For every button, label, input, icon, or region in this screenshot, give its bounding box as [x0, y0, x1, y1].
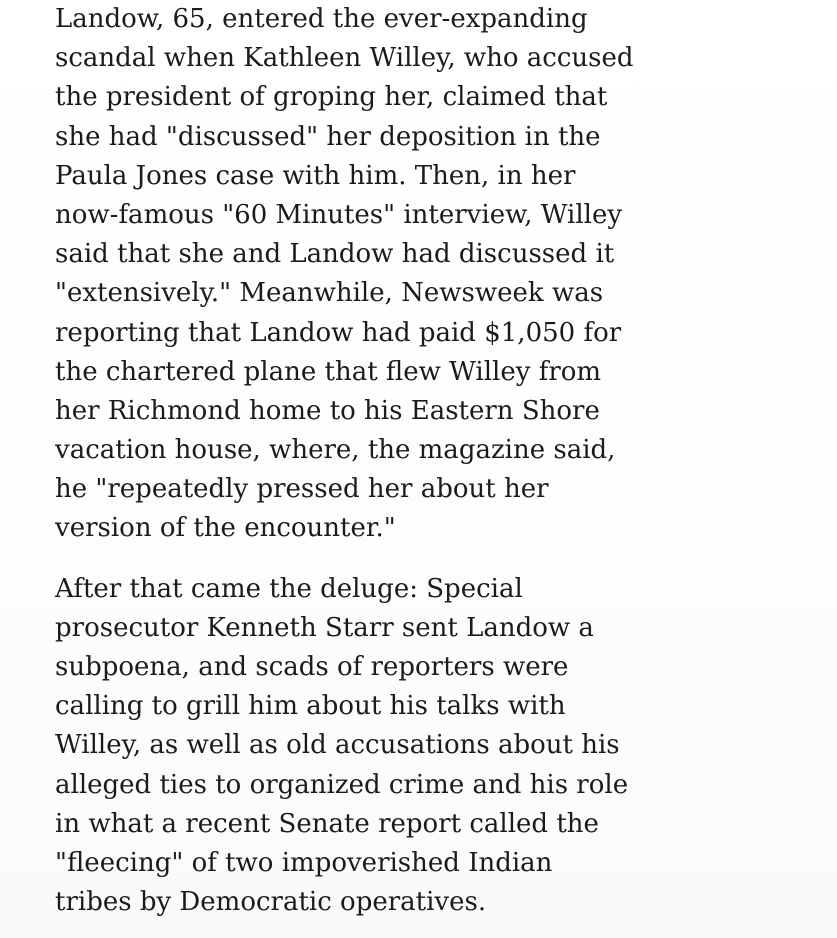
text-line: said that she and Landow had discussed it [55, 239, 615, 270]
text-line: Willey, as well as old accusations about his [55, 730, 620, 761]
text-line: tribes by Democratic operatives. [55, 887, 487, 918]
paragraph-starr-subpoena [55, 570, 695, 923]
text-line: Paula Jones case with him. Then, in her [55, 160, 576, 191]
text-line: After that came the deluge: Special [55, 573, 523, 604]
article-body [55, 0, 695, 922]
text-line: scandal when Kathleen Willey, who accused [55, 43, 634, 74]
paragraph-landow-willey [55, 0, 695, 549]
text-line: reporting that Landow had paid $1,050 for [55, 317, 622, 348]
text-line: in what a recent Senate report called the [55, 808, 599, 839]
text-line: alleged ties to organized crime and his role [55, 769, 629, 800]
text-line: "fleecing" of two impoverished Indian [55, 847, 553, 878]
text-line: Landow, 65, entered the ever-expanding [55, 4, 588, 34]
text-line: subpoena, and scads of reporters were [55, 652, 569, 682]
text-line: he "repeatedly pressed her about her [55, 474, 549, 505]
text-line: she had "discussed" her deposition in the [55, 121, 601, 152]
text-line: "extensively." Meanwhile, Newsweek was [55, 278, 604, 309]
text-line: version of the encounter." [55, 513, 396, 544]
text-line: the president of groping her, claimed that [55, 82, 608, 113]
text-line: her Richmond home to his Eastern Shore [55, 395, 600, 426]
text-line: the chartered plane that flew Willey from [55, 356, 602, 387]
text-line: now-famous "60 Minutes" interview, Willey [55, 199, 623, 230]
text-line: vacation house, where, the magazine said, [55, 435, 616, 466]
text-line: calling to grill him about his talks with [55, 691, 566, 722]
text-line: prosecutor Kenneth Starr sent Landow a [55, 612, 594, 643]
